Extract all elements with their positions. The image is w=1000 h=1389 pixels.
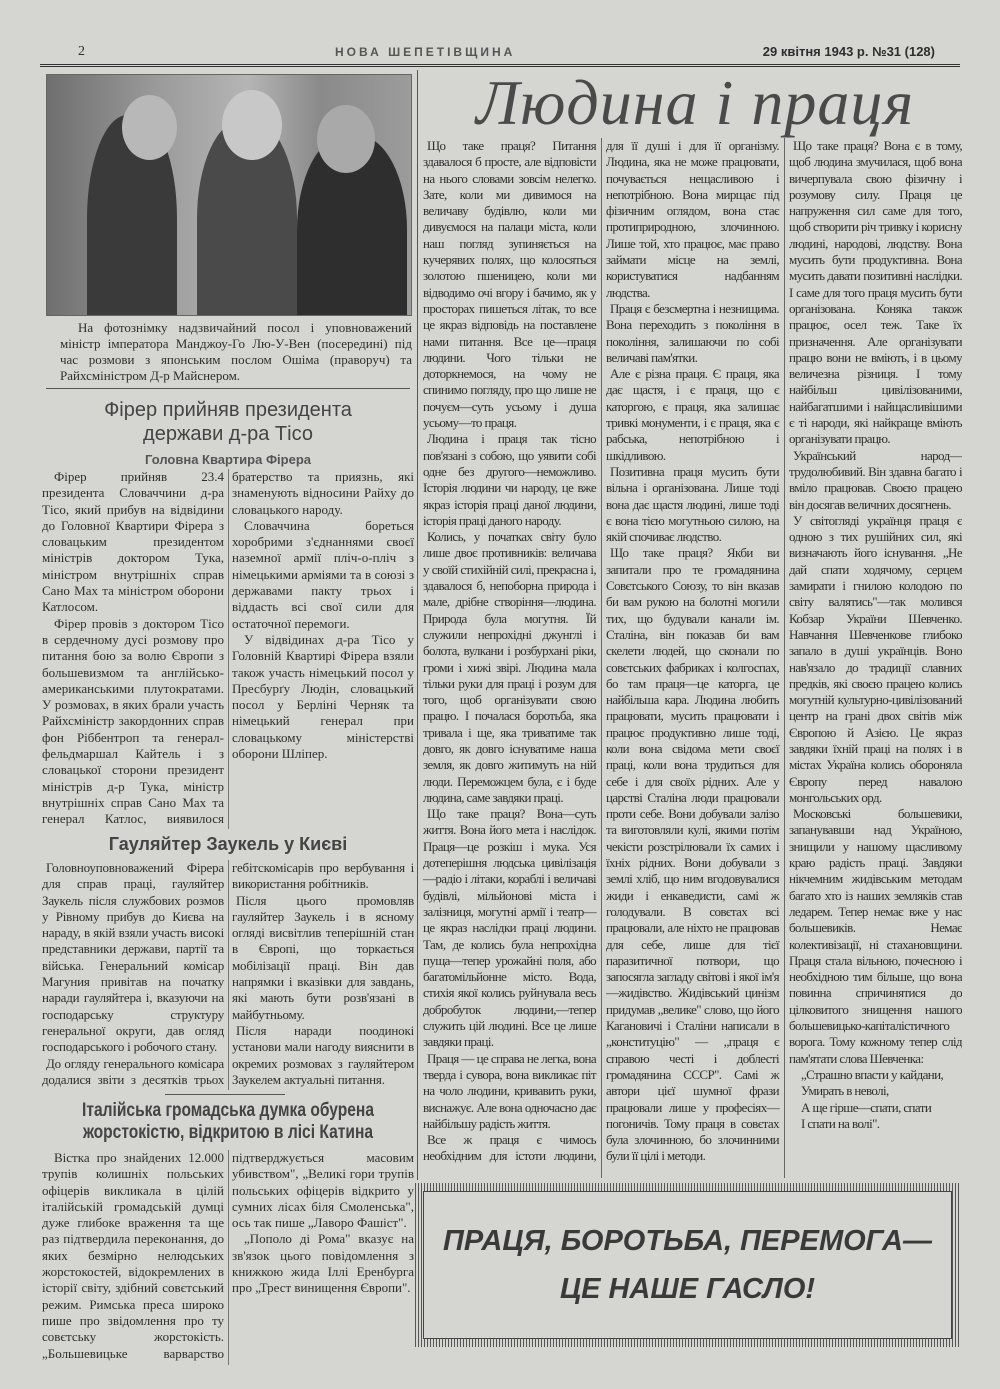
katyn-headline	[79, 1100, 377, 1144]
column-divider	[417, 70, 418, 1180]
sauckel-article-body	[42, 860, 414, 1090]
divider	[46, 388, 410, 389]
paragraph: „Пополо ді Рома" вказує на зв'язок цього повідомлення з книжкою жида Іллі Еренбурга про „Трест винищення Європи".	[232, 1231, 414, 1296]
tiso-article-body	[42, 469, 414, 829]
paragraph: Головноуповноважений Фірера для справ праці, гауляйтер Заукель після службових розмов у Рівному прибув до Києва на нараду, в якій взяли участь високі представники держави, партії та війська. Генеральний комісар Магуния привітав на початку наради гауляйтера і, вказуючи на господарську структуру генеральної округи, дав огляд господарського і робочого стану.	[42, 860, 224, 1055]
news-photo	[46, 74, 412, 316]
paragraph: Колись, у початках світу було лише двоє противників: величава у своїй стихійній силі, прекрасна і, здавалося б, непоборна природа і мале, дрібне створіння—людина. Природа була могутня. Їй служили непрохідні джунглі і болота, вулкани і розбурхані ріки, громи і хижі звірі. Людина мала тільки руки для праці і розум для того, щоб організувати свою працю. І почалася боротьба, яка тривала і ще, яка триватиме так довго, як довго існуватиме наша земля, як довго житимуть на ній люди. Переможцем була, є і буде людина, саме завдяки праці.	[423, 529, 596, 805]
paragraph: Позитивна праця мусить бути вільна і організована. Лише тоді вона дає щастя людині, лише тоді є вона тією могутньою силою, на якій спочиває людство.	[606, 463, 779, 545]
page-number: 2	[78, 44, 85, 59]
main-article-body	[423, 138, 962, 1178]
paragraph: Після цього промовляв гауляйтер Заукель і в ясному огляді висвітлив теперішній стан в Європі, що торкається мобілізації праці. Він дав напрямки і вказівки для завдань, які мають бути розв'язані в майбутньому.	[232, 892, 414, 1022]
paragraph: Але є різна праця. Є праця, яка дає щастя, і є праця, що є каторгою, є праця, яка залишає тривкі монументи, і є праця, яка є рабська, непотрібною і шкідливою.	[606, 366, 779, 463]
paragraph: Словаччина бореться хоробрими з'єднаннями своєї наземної армії пліч-о-пліч з німецькими арміями та в союзі з державами пакту трьох і віддасть всі свої сили для остаточної перемоги.	[232, 517, 414, 631]
headline-line: держави д-ра Тісо	[143, 423, 313, 445]
photo-caption: На фотознімку надзвичайний посол і уповноважений міністр імператора Манджоу-Го Лю-У-Вен (посередині) під час розмови з японським послом Ошіма (праворуч) та Райхсміністром Д-р Майснером.	[60, 320, 412, 383]
paragraph: До огляду генерального комісара додалися звіти з десятків трьох гебітскомісарів про вербування і використання робітників.	[42, 860, 414, 1087]
paragraph: Фірер провів з доктором Тісо в сердечному дусі розмову про питання бою за волю Європи з большевизмом та англійсько-американськими плутократами. У розмовах, в яких брали участь Райхсміністр закордонних справ фон Ріббентроп та генерал-фельдмаршал Кайтель і з словацької сторони президент міністрів д-р Тука, міністр внутрішніх справ Сано Мах та генерал Катлос, виявилося братерство та приязнь, які знаменують відносини Райху до словацького народу.	[42, 469, 414, 827]
sauckel-headline: Гауляйтер Заукель у Києві	[108, 834, 348, 854]
paragraph: Що таке праця? Вона—суть життя. Вона його мета і наслідок. Праця—це розкіш і мука. Уся дотеперішня людська цивілізація—радіо і літаки, кораблі і величаві будівлі, мільйонові міста і залізниця, могутні армії і театр—це якраз наслідки праці людини. Там, де колись була непрохідна пуща—тепер урожайні поля, або багатомільйонне місто. Вода, стихія якої колись руйнувала весь добробуток людини,—тепер служить цій людині. Все це лише завдяки праці.	[423, 806, 596, 1050]
paragraph: Український народ—трудолюбивий. Він здавна багато і вміло працював. Своєю працею він досягав величних досягнень.	[789, 447, 962, 512]
slogan-line: ЦЕ НАШЕ ГАСЛО!	[559, 1273, 816, 1305]
paragraph: Праця — це справа не легка, вона тверда і сувора, вона викликає піт на чоло людини, кривавить руки, виснажує. Але вона одночасно дає найбільшу радість життя.	[423, 1050, 596, 1131]
paragraph: Що таке праця? Питання здавалося б просте, але відповісти на нього словами зовсім нелегко. Зате, коли ми дивимося на величаву будівлю, коли ми дивуємося на палаци міста, коли наш погляд зупиняється на кучерявих полях, що колосяться золотою пшеницею, коли ми відводимо очі вгору і бачимо, як у просторах пишеться літак, то все це якраз відповідь на поставлене нами питання. Все це—праця людини. Чого тільки не доторкнемося, на чому не спинимо погляду, про що лише не почуєм—суть усьому і душа усьому—то праця.	[423, 138, 596, 431]
paragraph: Людина і праця так тісно пов'язані з собою, що уявити собі одне без другого—неможливо. Історія людини чи народу, це вже якраз історія праці даної людини, історія праці даного народу.	[423, 431, 596, 528]
paragraph: Фірер прийняв 23.4 президента Словаччини д-ра Тісо, який прибув на відвідини до Головної Квартири Фірера з словацьким президентом міністрів доктором Тука, міністром внутрішніх справ Сано Мах та міністром оборони Катлосом.	[42, 469, 224, 615]
paragraph: Праця є безсмертна і незнищима. Вона переходить з покоління в покоління, залишаючи по собі величаві пам'ятки.	[606, 300, 779, 365]
paragraph: Що таке праця? Якби ви запитали про те громадянина Совєтського Союзу, то він вказав би вам рукою на болотні могили тих, що будували канали ім. Сталіна, він показав би вам скелети людей, що сконали по совєтських фабриках і колгоспах, бо там праця—це каторга, це найбільша кара. Людина любить працювати, мусить працювати і працює продуктивно лише тоді, коли вона свідома мети своєї праці, коли вона трудиться для себе і для своїх рідних. Але у царстві Сталіна люди працювали проти себе. Вони добували залізо та виготовляли кулі, якими потім чекісти розстрілювали їх самих і їхніх рідних. Вони добували з землі хліб, що ним вгодовувалися жиди і енкаведисти, самі ж голодували. В совєтах всі працювали, але ніхто не працював для себе, лише для тієї паразитичної потвори, що запосягла загладу світові і якої ім'я—жидівство. Жидівський цинізм придумав „велике" слово, що його Кагановичі і Сталіни написали в „конституцію" — „праця є справою честі і доблесті громадянина СССР". Самі ж автори цієї шумної фрази працювали лише у професіях—погоничів. Тому праця в совєтах була злочинною, бо злочинними були її цілі і методи.	[606, 545, 779, 1164]
headline-line: Італійська громадська думка обурена	[82, 1100, 374, 1121]
slogan-line: ПРАЦЯ, БОРОТЬБА, ПЕРЕМОГА—	[443, 1225, 932, 1257]
main-article-title: Людина і праця	[475, 67, 915, 138]
poem-line: І спати на волі".	[801, 1115, 880, 1131]
issue-date: 29 квітня 1943 р. №31 (128)	[762, 44, 935, 59]
paragraph: Що таке праця? Вона є в тому, щоб людина змучилася, щоб вона вичерпувала свою фізичну і розумову силу. Праця це напруження сил саме для того, щоб створити річ тривку і корисну людині, народові, людству. Вона мусить бути продуктивна. Вона мусить давати позитивні наслідки. І саме для того праця мусить бути організована. Коняка також працює, осел теж. Таке їх призначення. Але організувати працю вони не вміють, і в цьому величезна різниця. І тому найбільш цивілізованими, найбагатшими і найщасливішими є ті народи, які найкраще вміють організувати працю.	[789, 138, 962, 447]
poem-line: А ще гірше—спати, спати	[801, 1099, 932, 1115]
paragraph: Після наради поодинокі установи мали нагоду вияснити в окремих розмовах з гауляйтером Заукелем актуальні питання.	[232, 1022, 414, 1087]
paragraph: У світогляді українця праця є одною з тих рушійних сил, які визначають його існування. „Не дай спати ходячому, серцем замирати і гнилою колодою по світу валятись"—так молився Кобзар України Шевченко. Навчання Шевченкове глибоко запало в душі українців. Воно нав'язало до традиції славних предків, які своєю працею колись могутній культурно-цивілізований центр на грані двох світів між Європою й Азією. Це якраз завдяки їхній праці на полях і в містах Україна колись обороняла Європу перед навалою монгольських орд.	[789, 512, 962, 805]
slogan-box	[415, 1183, 960, 1347]
paragraph: Вістка про знайдених 12.000 трупів колишніх польських офіцерів викликала в цілій італійській громадській думці дуже глибоке враження та ще раз підтвердила переконання, до яких безмірно нелюдських жорстокостей, відокремлених в історії світу, здібний совєтський режим. Римська преса широко пише про звідомлення про ту совєтську жорстокість. „Большевицьке варварство підтверджується масовим убивством", „Великі гори трупів польських офіцерів відкрито у сумних лісах біля Смоленська", ось так пише „Лаворо Фашіст".	[42, 1150, 414, 1361]
paragraph: Все ж праця є чимось необхідним для істоти людини, для її душі і для її організму. Людина, яка не може працювати, почувається нещасливою і непотрібною. Вона мирщає під фізичним оглядом, вона стає протиприродною, злочинною. Лише той, хто працює, має право займати місце на землі, користуватися надбанням людства.	[423, 138, 779, 1164]
poem-line: „Страшно впасти у кайдани,	[801, 1066, 944, 1082]
headline-line: жорстокістю, відкритою в лісі Катина	[82, 1122, 374, 1143]
headline-line: Фірер прийняв президента	[104, 399, 352, 421]
masthead: НОВА ШЕПЕТІВЩИНА	[335, 45, 516, 59]
poem-line: Умирать в неволі,	[801, 1083, 889, 1099]
tiso-headline	[46, 398, 410, 446]
tiso-dateline: Головна Квартира Фірера	[145, 452, 311, 467]
page-header	[40, 42, 960, 67]
divider	[165, 1094, 285, 1095]
paragraph: Московські большевики, запанувавши над Україною, знищили у нашому щасливому краю радість праці. Завдяки нікчемним жидівським методам багато хто із наших земляків став ледарем. Тепер немає вже у нас большевиків. Немає колективізації, ні стахановщини. Праця стала вільною, почесною і необхідною тим більше, що вона повинна спричинятися до цілковитого знищення нашого большевицько-капіталістичного ворога. Тому кожному тепер слід пам'ятати слова Шевченка:	[789, 806, 962, 1066]
katyn-article-body	[42, 1150, 414, 1365]
paragraph: У відвідинах д-ра Тісо у Головній Квартирі Фірера взяли також участь німецький посол у Пресбурґу Людін, словацький посол у Берліні Черняк та німецький генерал при словацькому міністерстві оборони Шліпер.	[232, 631, 414, 762]
